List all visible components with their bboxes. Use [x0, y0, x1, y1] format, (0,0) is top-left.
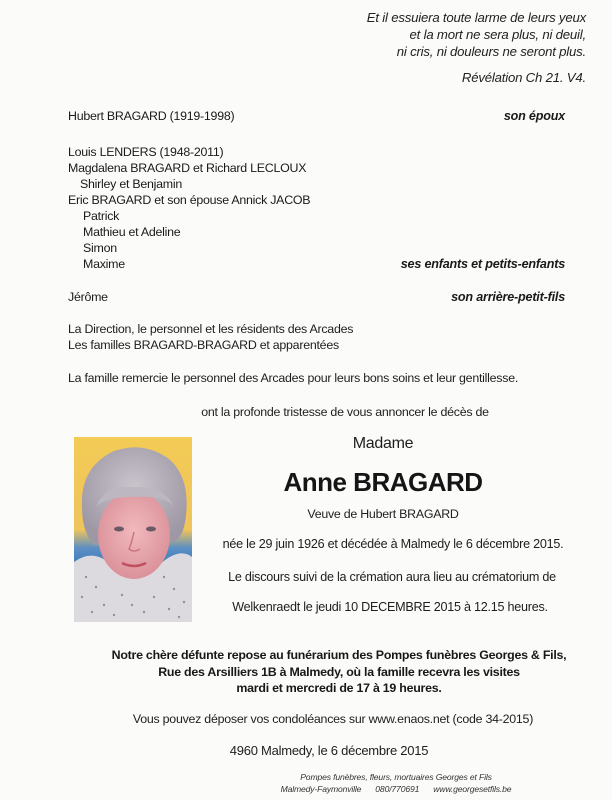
quote-line: et la mort ne sera plus, ni deuil, [409, 27, 586, 42]
visitation-line: Notre chère défunte repose au funérarium des Pompes funèbres Georges & Fils, [111, 648, 567, 662]
thanks-text: La famille remercie le personnel des Arcades pour leurs bons soins et leur gentillesse. [68, 371, 519, 385]
funeral-home-footer [281, 771, 512, 795]
great-grandchild-relation: son arrière-petit-fils [451, 290, 565, 304]
visitation-info [112, 647, 567, 697]
footer-location: Malmedy-Faymonville [280, 784, 362, 794]
condolences-text: Vous pouvez déposer vos condoléances sur www.enaos.net (code 34-2015) [132, 712, 534, 726]
ceremony-line: Le discours suivi de la crémation aura lieu au crématorium de [228, 570, 556, 584]
ceremony-line: Welkenraedt le jeudi 10 DECEMBRE 2015 à 12.15 heures. [232, 600, 548, 614]
spouse-relation: son époux [503, 109, 565, 123]
family-member: Mathieu et Adeline [83, 225, 181, 239]
family-member: Patrick [83, 209, 120, 223]
bible-quote [367, 9, 586, 86]
family-member: Simon [83, 241, 117, 255]
footer-phone: 080/770691 [375, 784, 420, 794]
family-member: Magdalena BRAGARD et Richard LECLOUX [68, 161, 307, 175]
footer-website: www.georgesetfils.be [433, 784, 512, 794]
deceased-name: Anne BRAGARD [283, 467, 483, 497]
quote-reference: Révélation Ch 21. V4. [461, 70, 586, 85]
announcement-text: ont la profonde tristesse de vous annoncer le décès de [201, 405, 489, 419]
place-date: 4960 Malmedy, le 6 décembre 2015 [229, 743, 429, 758]
other-mourners: Les familles BRAGARD-BRAGARD et apparentées [68, 338, 339, 352]
spouse-name: Hubert BRAGARD (1919-1998) [68, 109, 235, 123]
family-member: Maxime [83, 257, 125, 271]
other-mourners: La Direction, le personnel et les résidents des Arcades [68, 322, 354, 336]
portrait-photo [74, 437, 192, 622]
quote-line: ni cris, ni douleurs ne seront plus. [396, 44, 586, 59]
family-member: Eric BRAGARD et son épouse Annick JACOB [68, 193, 311, 207]
great-grandchild-name: Jérôme [68, 290, 108, 304]
quote-line: Et il essuiera toute larme de leurs yeux [366, 10, 586, 25]
deceased-title: Madame [352, 435, 414, 452]
birth-death-dates: née le 29 juin 1926 et décédée à Malmedy le 6 décembre 2015. [222, 537, 564, 551]
portrait-image [74, 437, 192, 622]
visitation-line: mardi et mercredi de 17 à 19 heures. [236, 681, 442, 695]
family-member: Shirley et Benjamin [80, 177, 182, 191]
visitation-line: Rue des Arsilliers 1B à Malmedy, où la famille recevra les visites [158, 664, 520, 679]
footer-line: Pompes funèbres, fleurs, mortuaires Georges et Fils [300, 772, 492, 782]
family-member: Louis LENDERS (1948-2011) [68, 145, 224, 159]
children-relation: ses enfants et petits-enfants [400, 257, 565, 271]
widow-of: Veuve de Hubert BRAGARD [307, 507, 459, 521]
